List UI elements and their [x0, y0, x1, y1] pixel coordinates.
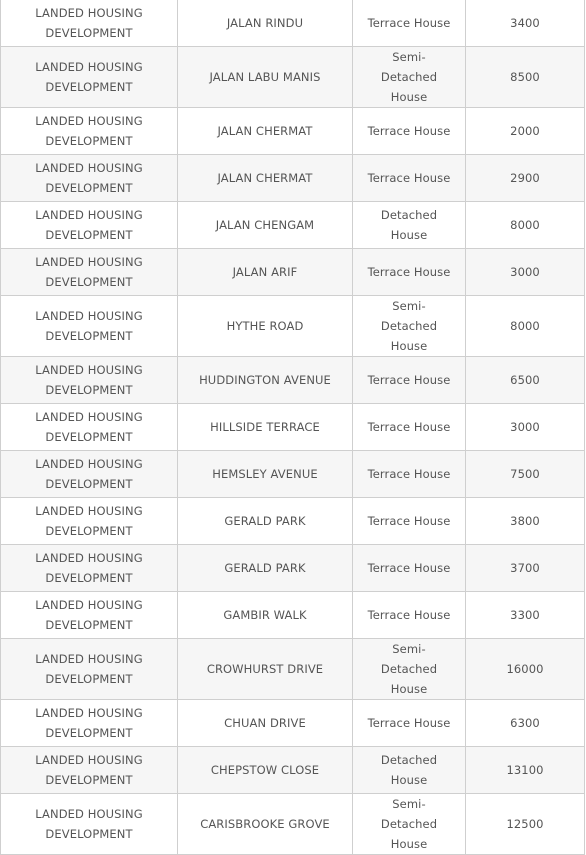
- land-size-cell: [466, 592, 585, 639]
- development-type-cell: [1, 202, 178, 249]
- development-type-cell-text: LANDED HOUSING DEVELOPMENT: [35, 363, 143, 397]
- table-row: [1, 108, 585, 155]
- street-name-cell-text: JALAN CHERMAT: [217, 124, 313, 138]
- development-type-cell: [1, 498, 178, 545]
- land-size-cell: [466, 498, 585, 545]
- development-type-cell-text: LANDED HOUSING DEVELOPMENT: [35, 255, 143, 289]
- table-row: [1, 202, 585, 249]
- property-type-cell-text: Semi-Detached House: [380, 797, 438, 851]
- street-name-cell-text: CROWHURST DRIVE: [206, 662, 324, 676]
- table-body: [1, 0, 585, 855]
- property-type-cell: [353, 47, 466, 108]
- land-size-cell: [466, 545, 585, 592]
- land-size-cell-text: 3400: [510, 16, 540, 30]
- development-type-cell: [1, 794, 178, 855]
- development-type-cell-text: LANDED HOUSING DEVELOPMENT: [35, 706, 143, 740]
- street-name-cell-text: GERALD PARK: [224, 514, 306, 528]
- property-type-cell: [353, 451, 466, 498]
- street-name-cell-text: JALAN CHERMAT: [217, 171, 313, 185]
- property-type-cell-text: Semi-Detached House: [380, 50, 438, 104]
- street-name-cell-text: HUDDINGTON AVENUE: [199, 373, 331, 387]
- street-name-cell: [178, 202, 353, 249]
- development-type-cell: [1, 357, 178, 404]
- table-row: [1, 545, 585, 592]
- development-type-cell-text: LANDED HOUSING DEVELOPMENT: [35, 208, 143, 242]
- street-name-cell: [178, 545, 353, 592]
- table-row: [1, 296, 585, 357]
- property-type-cell: [353, 296, 466, 357]
- street-name-cell: [178, 794, 353, 855]
- land-size-cell: [466, 155, 585, 202]
- street-name-cell: [178, 498, 353, 545]
- land-size-cell: [466, 249, 585, 296]
- street-name-cell: [178, 296, 353, 357]
- property-type-cell-text: Terrace House: [367, 608, 451, 622]
- property-type-cell-text: Detached House: [380, 208, 438, 242]
- development-type-cell: [1, 296, 178, 357]
- land-size-cell: [466, 747, 585, 794]
- property-type-cell-text: Terrace House: [367, 420, 451, 434]
- property-type-cell: [353, 700, 466, 747]
- development-type-cell: [1, 108, 178, 155]
- property-type-cell: [353, 794, 466, 855]
- street-name-cell: [178, 404, 353, 451]
- development-type-cell-text: LANDED HOUSING DEVELOPMENT: [35, 161, 143, 195]
- street-name-cell-text: JALAN RINDU: [226, 16, 304, 30]
- table-row: [1, 357, 585, 404]
- land-size-cell-text: 12500: [506, 817, 544, 831]
- property-type-cell-text: Semi-Detached House: [380, 642, 438, 696]
- land-size-cell-text: 8000: [510, 319, 540, 333]
- table-row: [1, 155, 585, 202]
- land-size-cell-text: 3800: [510, 514, 540, 528]
- property-type-cell: [353, 108, 466, 155]
- land-size-cell: [466, 794, 585, 855]
- property-type-cell-text: Terrace House: [367, 171, 451, 185]
- development-type-cell: [1, 0, 178, 47]
- street-name-cell-text: HEMSLEY AVENUE: [212, 467, 318, 481]
- development-type-cell: [1, 639, 178, 700]
- development-type-cell: [1, 592, 178, 639]
- land-size-cell: [466, 639, 585, 700]
- table-row: [1, 249, 585, 296]
- development-type-cell: [1, 545, 178, 592]
- property-type-cell-text: Terrace House: [367, 265, 451, 279]
- property-type-cell: [353, 498, 466, 545]
- land-size-cell-text: 3000: [510, 265, 540, 279]
- land-size-cell-text: 7500: [510, 467, 540, 481]
- property-type-cell-text: Terrace House: [367, 467, 451, 481]
- development-type-cell-text: LANDED HOUSING DEVELOPMENT: [35, 652, 143, 686]
- land-size-cell: [466, 357, 585, 404]
- property-type-cell: [353, 639, 466, 700]
- development-type-cell-text: LANDED HOUSING DEVELOPMENT: [35, 551, 143, 585]
- street-name-cell: [178, 700, 353, 747]
- property-type-cell-text: Terrace House: [367, 561, 451, 575]
- property-type-cell: [353, 592, 466, 639]
- table-row: [1, 794, 585, 855]
- street-name-cell-text: CARISBROOKE GROVE: [200, 817, 330, 831]
- development-type-cell: [1, 451, 178, 498]
- property-type-cell: [353, 357, 466, 404]
- land-size-cell-text: 16000: [506, 662, 544, 676]
- development-type-cell-text: LANDED HOUSING DEVELOPMENT: [35, 114, 143, 148]
- property-type-cell-text: Terrace House: [367, 124, 451, 138]
- development-type-cell-text: LANDED HOUSING DEVELOPMENT: [35, 598, 143, 632]
- property-type-cell-text: Terrace House: [367, 514, 451, 528]
- land-size-cell-text: 8000: [510, 218, 540, 232]
- street-name-cell-text: HYTHE ROAD: [226, 319, 304, 333]
- street-name-cell: [178, 639, 353, 700]
- land-size-cell-text: 2000: [510, 124, 540, 138]
- street-name-cell: [178, 155, 353, 202]
- street-name-cell-text: CHEPSTOW CLOSE: [210, 763, 320, 777]
- property-type-cell: [353, 202, 466, 249]
- land-size-cell: [466, 202, 585, 249]
- property-type-cell: [353, 155, 466, 202]
- table-row: [1, 592, 585, 639]
- street-name-cell-text: JALAN CHENGAM: [215, 218, 315, 232]
- land-size-cell: [466, 47, 585, 108]
- table-row: [1, 498, 585, 545]
- land-size-cell-text: 3700: [510, 561, 540, 575]
- land-size-cell: [466, 296, 585, 357]
- street-name-cell-text: CHUAN DRIVE: [224, 716, 306, 730]
- property-type-cell-text: Terrace House: [367, 373, 451, 387]
- table-row: [1, 404, 585, 451]
- street-name-cell: [178, 747, 353, 794]
- property-type-cell-text: Detached House: [380, 753, 438, 787]
- development-type-cell-text: LANDED HOUSING DEVELOPMENT: [35, 457, 143, 491]
- property-type-cell-text: Terrace House: [367, 16, 451, 30]
- land-size-cell-text: 3000: [510, 420, 540, 434]
- table-row: [1, 700, 585, 747]
- land-size-cell: [466, 700, 585, 747]
- property-type-cell-text: Semi-Detached House: [380, 299, 438, 353]
- street-name-cell-text: JALAN ARIF: [232, 265, 298, 279]
- street-name-cell: [178, 592, 353, 639]
- property-type-cell: [353, 747, 466, 794]
- table-row: [1, 747, 585, 794]
- land-size-cell-text: 8500: [510, 70, 540, 84]
- street-name-cell: [178, 47, 353, 108]
- land-size-cell-text: 13100: [506, 763, 544, 777]
- land-size-cell: [466, 404, 585, 451]
- development-type-cell-text: LANDED HOUSING DEVELOPMENT: [35, 60, 143, 94]
- table-row: [1, 451, 585, 498]
- land-size-cell-text: 3300: [510, 608, 540, 622]
- street-name-cell-text: JALAN LABU MANIS: [209, 70, 321, 84]
- development-type-cell: [1, 47, 178, 108]
- property-type-cell: [353, 249, 466, 296]
- street-name-cell-text: GAMBIR WALK: [223, 608, 307, 622]
- property-type-cell-text: Terrace House: [367, 716, 451, 730]
- table-row: [1, 639, 585, 700]
- property-type-cell: [353, 0, 466, 47]
- street-name-cell-text: HILLSIDE TERRACE: [210, 420, 320, 434]
- development-type-cell: [1, 700, 178, 747]
- property-type-cell: [353, 404, 466, 451]
- development-type-cell: [1, 249, 178, 296]
- land-size-cell: [466, 451, 585, 498]
- development-type-cell-text: LANDED HOUSING DEVELOPMENT: [35, 6, 143, 40]
- property-type-cell: [353, 545, 466, 592]
- land-size-cell: [466, 108, 585, 155]
- table-row: [1, 47, 585, 108]
- table-row: [1, 0, 585, 47]
- development-type-cell-text: LANDED HOUSING DEVELOPMENT: [35, 753, 143, 787]
- street-name-cell: [178, 451, 353, 498]
- development-type-cell-text: LANDED HOUSING DEVELOPMENT: [35, 504, 143, 538]
- development-type-cell-text: LANDED HOUSING DEVELOPMENT: [35, 410, 143, 444]
- street-name-cell: [178, 249, 353, 296]
- land-size-cell-text: 6500: [510, 373, 540, 387]
- development-type-cell: [1, 747, 178, 794]
- land-size-cell: [466, 0, 585, 47]
- street-name-cell: [178, 357, 353, 404]
- street-name-cell-text: GERALD PARK: [224, 561, 306, 575]
- street-name-cell: [178, 108, 353, 155]
- street-name-cell: [178, 0, 353, 47]
- development-type-cell: [1, 404, 178, 451]
- development-type-cell: [1, 155, 178, 202]
- development-type-cell-text: LANDED HOUSING DEVELOPMENT: [35, 309, 143, 343]
- land-size-cell-text: 6300: [510, 716, 540, 730]
- development-type-cell-text: LANDED HOUSING DEVELOPMENT: [35, 807, 143, 841]
- land-size-cell-text: 2900: [510, 171, 540, 185]
